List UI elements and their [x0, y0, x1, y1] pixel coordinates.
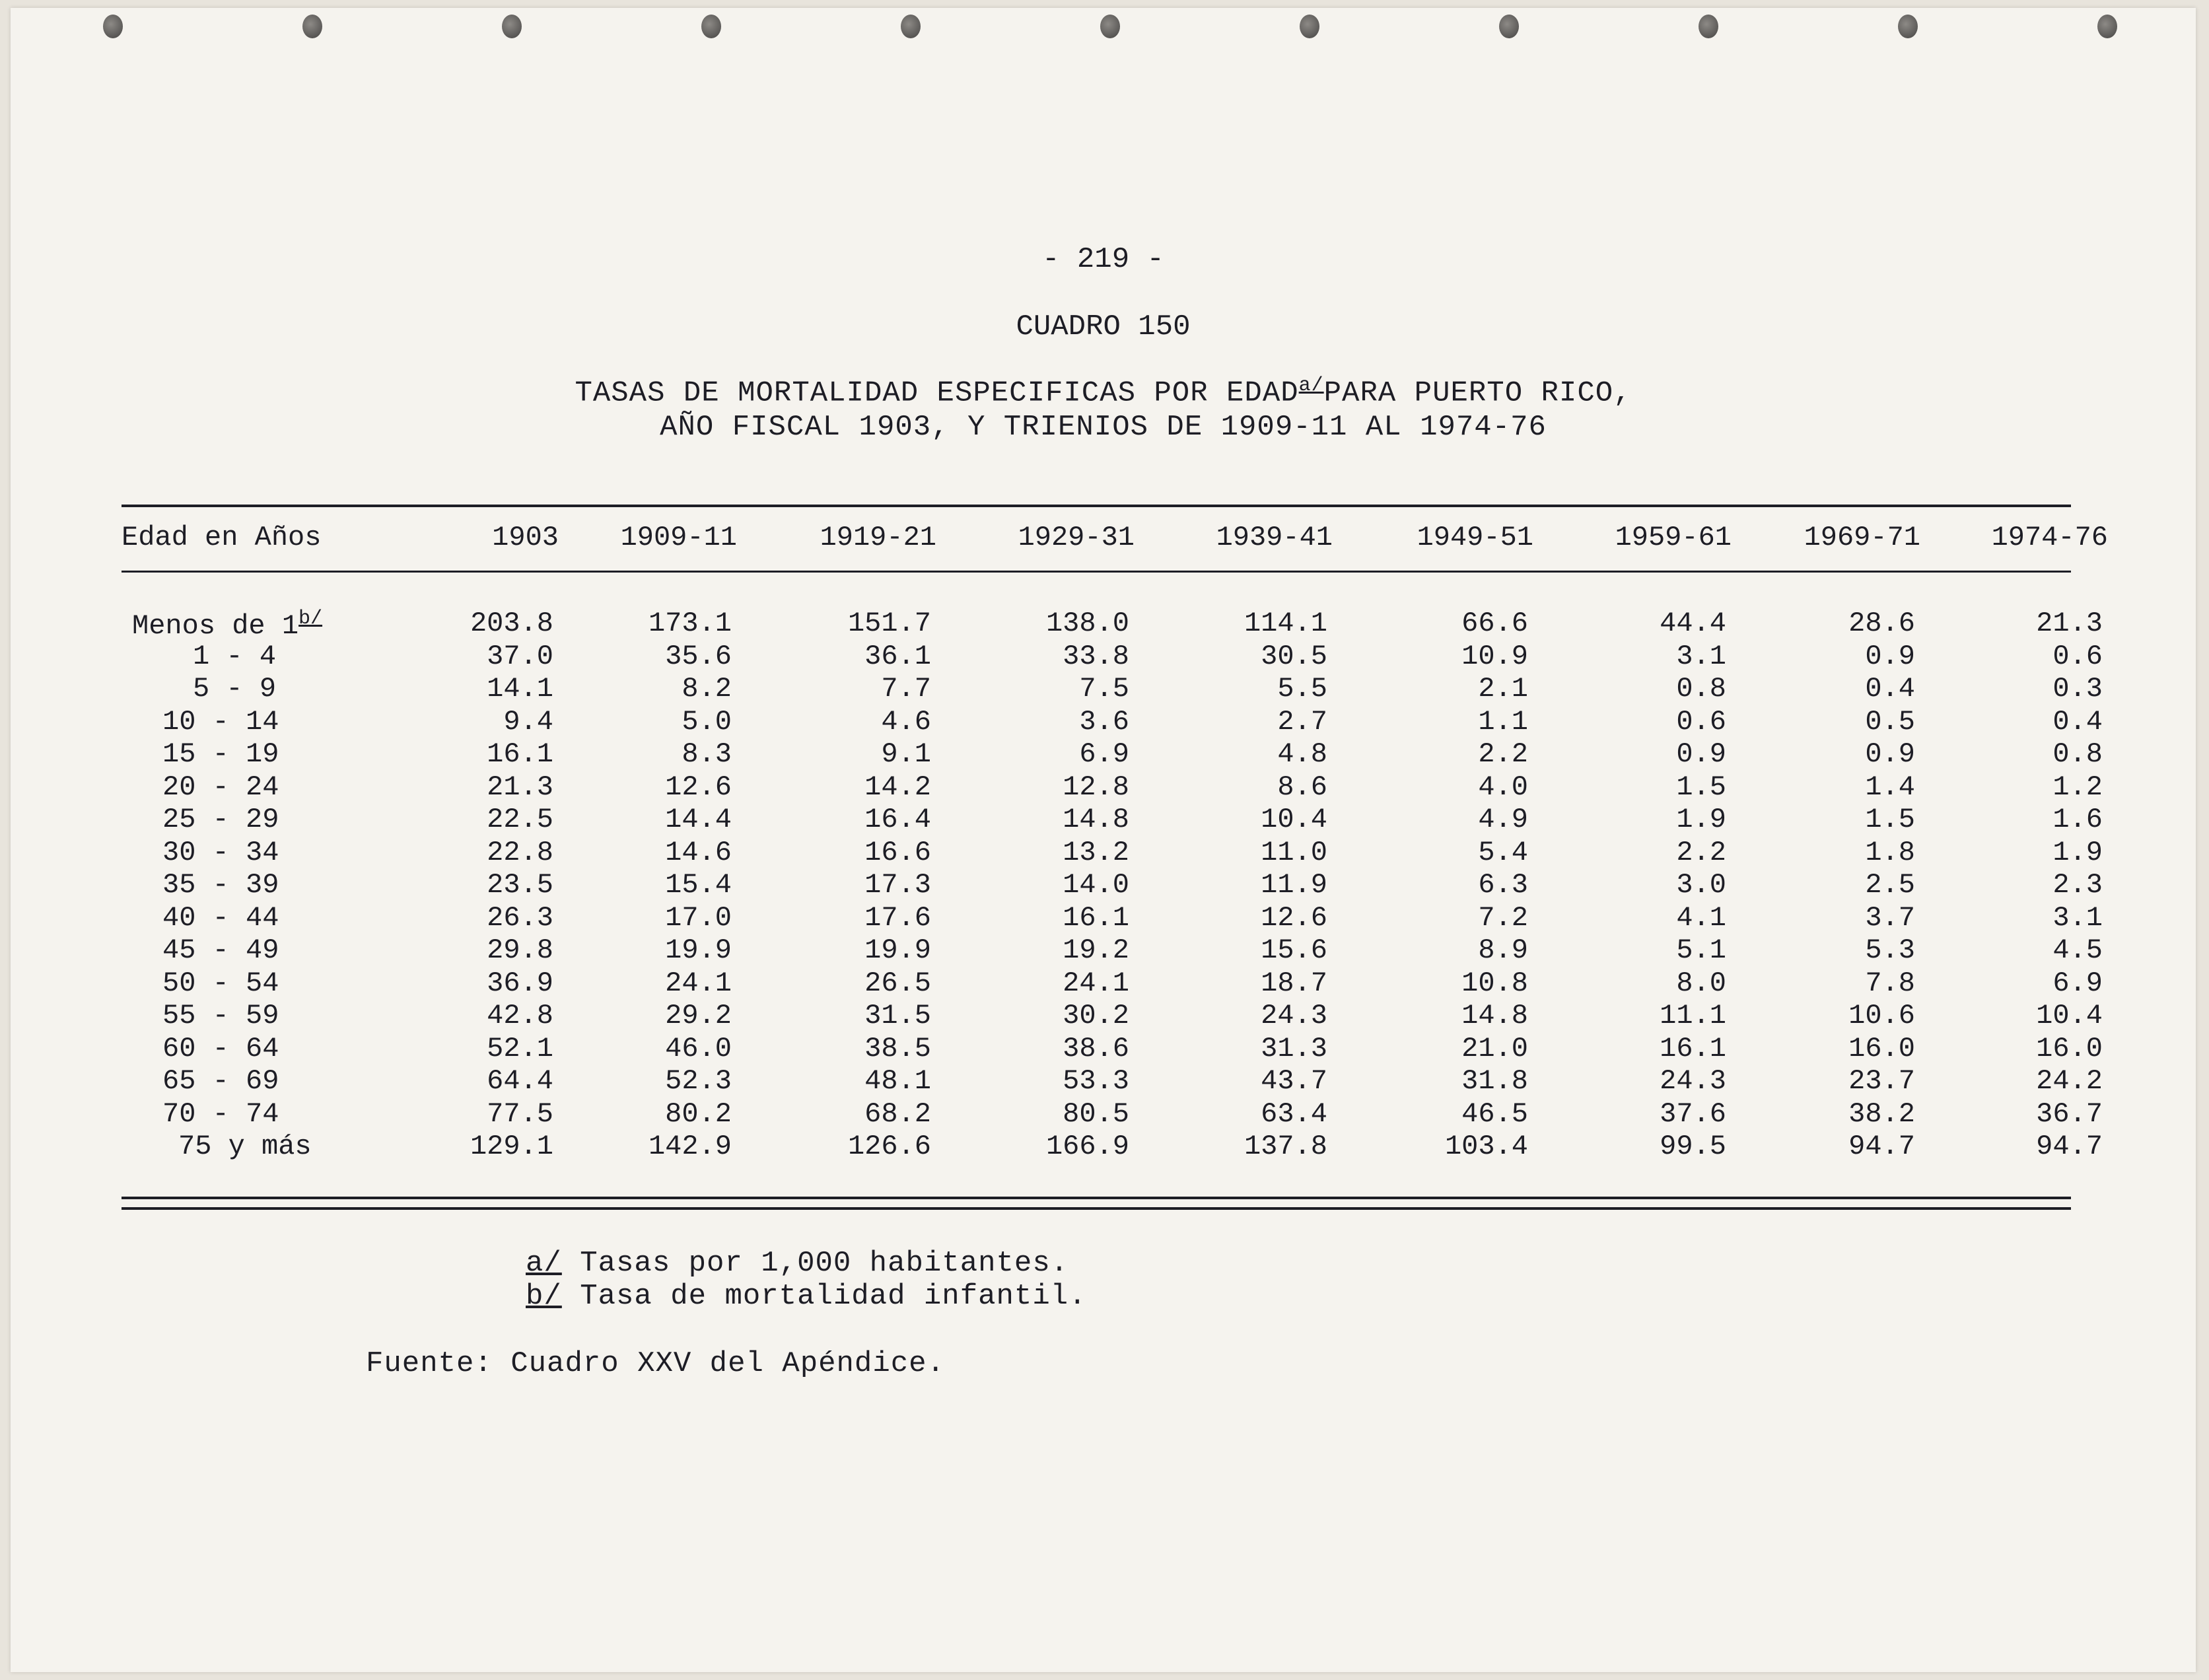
age-group-text: Menos de 1	[132, 610, 299, 642]
age-group-label	[162, 869, 279, 901]
age-group-label	[162, 706, 279, 738]
binder-hole	[502, 15, 522, 38]
table-cell: 24.2	[2036, 1065, 2103, 1097]
table-cell: 10.4	[2036, 1000, 2103, 1032]
table-cell: 3.0	[1676, 869, 1726, 901]
table-cell: 68.2	[864, 1098, 931, 1130]
age-group-text: 50 - 54	[162, 967, 279, 999]
table-cell: 19.2	[1063, 934, 1129, 966]
table-cell: 46.5	[1461, 1098, 1528, 1130]
age-group-label	[193, 673, 276, 705]
table-cell: 14.2	[864, 771, 931, 803]
table-cell: 3.1	[2052, 901, 2103, 934]
table-cell: 103.4	[1444, 1131, 1528, 1162]
table-cell: 21.3	[2036, 608, 2103, 639]
table-cell: 13.2	[1063, 836, 1129, 868]
footnote-mark-b: b/	[298, 608, 323, 630]
table-cell: 30.2	[1063, 1000, 1129, 1032]
table-cell: 203.8	[470, 608, 553, 639]
table-cell: 4.0	[1478, 771, 1528, 803]
table-cell: 37.6	[1660, 1098, 1726, 1130]
table-cell: 9.1	[881, 738, 931, 770]
binder-hole	[901, 15, 921, 38]
table-cell: 4.1	[1676, 901, 1726, 934]
age-group-label	[162, 967, 279, 999]
table-cell: 0.9	[1865, 738, 1915, 770]
table-cell: 0.8	[2052, 738, 2103, 770]
table-cell: 11.9	[1261, 869, 1327, 901]
table-cell: 21.3	[487, 771, 553, 803]
table-cell: 6.9	[1079, 738, 1129, 770]
table-cell: 46.0	[665, 1032, 732, 1065]
year-column-header: 1929-31	[1018, 522, 1135, 553]
age-group-text: 45 - 49	[162, 934, 279, 966]
age-group-label	[162, 804, 279, 835]
table-bottom-rule	[122, 1197, 2071, 1199]
table-cell: 38.2	[1848, 1098, 1915, 1130]
table-cell: 0.4	[1865, 673, 1915, 705]
table-cell: 2.3	[2052, 869, 2103, 901]
table-cell: 14.0	[1063, 869, 1129, 901]
table-cell: 37.0	[487, 640, 553, 672]
age-group-text: 20 - 24	[162, 771, 279, 803]
table-cell: 4.6	[881, 705, 931, 738]
age-group-label	[162, 1000, 279, 1032]
age-group-text: 40 - 44	[162, 901, 279, 934]
table-cell: 48.1	[864, 1065, 931, 1097]
table-cell: 1.5	[1865, 804, 1915, 835]
table-cell: 18.7	[1261, 967, 1327, 999]
table-cell: 0.3	[2052, 673, 2103, 705]
table-cell: 31.3	[1261, 1032, 1327, 1065]
binder-hole	[1300, 15, 1319, 38]
age-group-text: 5 - 9	[193, 673, 277, 705]
age-group-label	[162, 934, 279, 966]
year-column-header: 1974-76	[1991, 522, 2108, 553]
table-cell: 0.4	[2052, 705, 2103, 738]
table-cell: 33.8	[1063, 640, 1129, 672]
year-column-header: 1939-41	[1216, 522, 1333, 553]
table-cell: 63.4	[1261, 1098, 1327, 1130]
table-cell: 53.3	[1063, 1065, 1129, 1097]
age-group-text: 65 - 69	[162, 1065, 279, 1097]
table-top-rule	[122, 505, 2071, 507]
table-cell: 22.8	[487, 836, 553, 868]
table-cell: 28.6	[1848, 608, 1915, 639]
footnote-a	[526, 1247, 1069, 1280]
table-cell: 17.3	[864, 869, 931, 901]
binder-hole	[701, 15, 721, 38]
table-cell: 1.8	[1865, 836, 1915, 868]
table-cell: 19.9	[864, 934, 931, 966]
table-cell: 6.9	[2052, 967, 2103, 999]
table-cell: 10.8	[1461, 967, 1528, 999]
age-group-label	[162, 902, 279, 934]
table-cell: 22.5	[487, 804, 553, 835]
age-group-text: 70 - 74	[162, 1098, 279, 1130]
table-cell: 26.5	[864, 967, 931, 999]
table-cell: 4.5	[2052, 934, 2103, 966]
table-cell: 142.9	[648, 1131, 732, 1162]
table-cell: 80.5	[1063, 1098, 1129, 1130]
table-cell: 2.5	[1865, 869, 1915, 901]
table-cell: 0.5	[1865, 705, 1915, 738]
table-cell: 52.1	[487, 1032, 553, 1065]
table-cell: 10.4	[1261, 804, 1327, 835]
table-cell: 23.7	[1848, 1065, 1915, 1097]
title-text: PARA PUERTO RICO,	[1323, 376, 1632, 410]
table-cell: 7.7	[881, 673, 931, 705]
binder-hole	[1499, 15, 1519, 38]
table-cell: 1.2	[2052, 771, 2103, 803]
age-group-text: 35 - 39	[162, 869, 279, 901]
age-group-label	[132, 608, 322, 642]
table-cell: 21.0	[1461, 1032, 1528, 1065]
table-cell: 64.4	[487, 1065, 553, 1097]
year-column-header: 1903	[492, 522, 559, 553]
age-column-header: Edad en Años	[122, 522, 322, 553]
table-cell: 173.1	[648, 608, 732, 639]
table-cell: 43.7	[1261, 1065, 1327, 1097]
table-cell: 1.4	[1865, 771, 1915, 803]
table-cell: 8.6	[1277, 771, 1327, 803]
table-cell: 16.6	[864, 836, 931, 868]
year-column-header: 1969-71	[1804, 522, 1920, 553]
table-cell: 24.1	[1063, 967, 1129, 999]
table-cell: 11.1	[1660, 1000, 1726, 1032]
footnote-mark-a: a/	[1298, 374, 1324, 397]
table-cell: 8.9	[1478, 934, 1528, 966]
table-cell: 36.1	[864, 640, 931, 672]
table-cell: 38.6	[1063, 1032, 1129, 1065]
title-text: TASAS DE MORTALIDAD ESPECIFICAS POR EDAD	[575, 376, 1299, 410]
table-cell: 30.5	[1261, 640, 1327, 672]
binder-hole	[2097, 15, 2117, 38]
table-cell: 15.6	[1261, 934, 1327, 966]
table-cell: 16.0	[2036, 1032, 2103, 1065]
year-column-header: 1909-11	[620, 522, 737, 553]
table-cell: 44.4	[1660, 608, 1726, 639]
table-title-line2: AÑO FISCAL 1903, Y TRIENIOS DE 1909-11 AL 1974-76	[660, 411, 1547, 444]
table-cell: 16.0	[1848, 1032, 1915, 1065]
table-cell: 36.7	[2036, 1098, 2103, 1130]
age-group-text: 60 - 64	[162, 1032, 279, 1065]
table-cell: 11.0	[1261, 836, 1327, 868]
table-cell: 29.8	[487, 934, 553, 966]
table-cell: 0.8	[1676, 673, 1726, 705]
age-group-text: 25 - 29	[162, 804, 279, 835]
table-cell: 26.3	[487, 901, 553, 934]
table-cell: 1.1	[1478, 705, 1528, 738]
table-number: CUADRO 150	[1016, 310, 1191, 343]
table-cell: 0.9	[1676, 738, 1726, 770]
table-cell: 15.4	[665, 869, 732, 901]
table-cell: 7.5	[1079, 673, 1129, 705]
table-cell: 14.1	[487, 673, 553, 705]
table-cell: 12.8	[1063, 771, 1129, 803]
page-number: - 219 -	[1042, 243, 1164, 276]
table-cell: 114.1	[1244, 608, 1327, 639]
age-group-text: 15 - 19	[162, 738, 279, 770]
binder-hole	[1898, 15, 1918, 38]
table-cell: 166.9	[1045, 1131, 1129, 1162]
table-cell: 1.6	[2052, 804, 2103, 835]
table-cell: 24.1	[665, 967, 732, 999]
table-cell: 9.4	[503, 705, 553, 738]
age-group-label	[162, 771, 279, 803]
table-cell: 8.0	[1676, 967, 1726, 999]
table-cell: 24.3	[1660, 1065, 1726, 1097]
table-cell: 6.3	[1478, 869, 1528, 901]
table-cell: 1.9	[1676, 804, 1726, 835]
table-cell: 4.9	[1478, 804, 1528, 835]
table-cell: 19.9	[665, 934, 732, 966]
table-cell: 77.5	[487, 1098, 553, 1130]
table-cell: 5.4	[1478, 836, 1528, 868]
table-cell: 16.1	[1063, 901, 1129, 934]
table-cell: 2.7	[1277, 705, 1327, 738]
binder-hole	[103, 15, 123, 38]
binder-hole	[1699, 15, 1718, 38]
table-cell: 12.6	[665, 771, 732, 803]
table-cell: 5.5	[1277, 673, 1327, 705]
year-column-header: 1919-21	[820, 522, 936, 553]
table-cell: 14.8	[1461, 1000, 1528, 1032]
age-group-label	[162, 738, 279, 770]
table-cell: 2.2	[1478, 738, 1528, 770]
footnote-text: Tasa de mortalidad infantil.	[561, 1280, 1087, 1313]
binder-hole	[1100, 15, 1120, 38]
table-cell: 36.9	[487, 967, 553, 999]
table-cell: 8.2	[682, 673, 732, 705]
table-cell: 12.6	[1261, 901, 1327, 934]
table-cell: 24.3	[1261, 1000, 1327, 1032]
table-cell: 1.5	[1676, 771, 1726, 803]
table-cell: 80.2	[665, 1098, 732, 1130]
age-group-label	[178, 1131, 312, 1162]
table-cell: 17.6	[864, 901, 931, 934]
table-cell: 16.1	[1660, 1032, 1726, 1065]
table-cell: 16.1	[487, 738, 553, 770]
table-cell: 129.1	[470, 1131, 553, 1162]
table-cell: 14.4	[665, 804, 732, 835]
table-cell: 31.8	[1461, 1065, 1528, 1097]
age-group-text: 55 - 59	[162, 1000, 279, 1032]
table-cell: 38.5	[864, 1032, 931, 1065]
table-cell: 137.8	[1244, 1131, 1327, 1162]
table-cell: 31.5	[864, 1000, 931, 1032]
table-cell: 52.3	[665, 1065, 732, 1097]
table-cell: 2.1	[1478, 673, 1528, 705]
age-group-label	[162, 1033, 279, 1065]
table-cell: 14.6	[665, 836, 732, 868]
binder-hole	[302, 15, 322, 38]
table-cell: 151.7	[847, 608, 931, 639]
header-rule	[122, 571, 2071, 573]
age-group-text: 75 y más	[178, 1131, 312, 1162]
table-cell: 23.5	[487, 869, 553, 901]
table-cell: 138.0	[1045, 608, 1129, 639]
table-cell: 1.9	[2052, 836, 2103, 868]
table-cell: 4.8	[1277, 738, 1327, 770]
table-cell: 3.6	[1079, 705, 1129, 738]
age-group-label	[162, 837, 279, 868]
table-cell: 66.6	[1461, 608, 1528, 639]
table-cell: 14.8	[1063, 804, 1129, 835]
table-cell: 3.1	[1676, 640, 1726, 672]
table-cell: 17.0	[665, 901, 732, 934]
table-cell: 29.2	[665, 1000, 732, 1032]
age-group-text: 1 - 4	[193, 640, 277, 672]
table-cell: 94.7	[2036, 1131, 2103, 1162]
age-group-text: 30 - 34	[162, 836, 279, 868]
year-column-header: 1959-61	[1615, 522, 1732, 553]
table-cell: 0.6	[1676, 705, 1726, 738]
table-cell: 10.9	[1461, 640, 1528, 672]
table-cell: 2.2	[1676, 836, 1726, 868]
table-cell: 5.3	[1865, 934, 1915, 966]
table-cell: 3.7	[1865, 901, 1915, 934]
table-cell: 16.4	[864, 804, 931, 835]
age-group-text: 10 - 14	[162, 705, 279, 738]
footnote-mark: b/	[526, 1280, 562, 1313]
table-cell: 8.3	[682, 738, 732, 770]
table-cell: 35.6	[665, 640, 732, 672]
table-cell: 10.6	[1848, 1000, 1915, 1032]
table-cell: 94.7	[1848, 1131, 1915, 1162]
year-column-header: 1949-51	[1417, 522, 1533, 553]
table-cell: 5.1	[1676, 934, 1726, 966]
table-title-line1	[11, 374, 2196, 410]
table-cell: 7.8	[1865, 967, 1915, 999]
table-cell: 126.6	[847, 1131, 931, 1162]
table-cell: 0.6	[2052, 640, 2103, 672]
document-page	[11, 8, 2196, 1672]
footnote-b	[526, 1280, 1087, 1313]
table-cell: 99.5	[1660, 1131, 1726, 1162]
source-note: Fuente: Cuadro XXV del Apéndice.	[366, 1347, 945, 1380]
age-group-label	[162, 1098, 279, 1130]
footnote-text: Tasas por 1,000 habitantes.	[561, 1247, 1069, 1280]
age-group-label	[193, 641, 276, 672]
table-cell: 0.9	[1865, 640, 1915, 672]
table-cell: 7.2	[1478, 901, 1528, 934]
table-cell: 5.0	[682, 705, 732, 738]
table-cell: 42.8	[487, 1000, 553, 1032]
table-bottom-rule-double	[122, 1207, 2071, 1210]
footnote-mark: a/	[526, 1247, 562, 1280]
age-group-label	[162, 1065, 279, 1097]
